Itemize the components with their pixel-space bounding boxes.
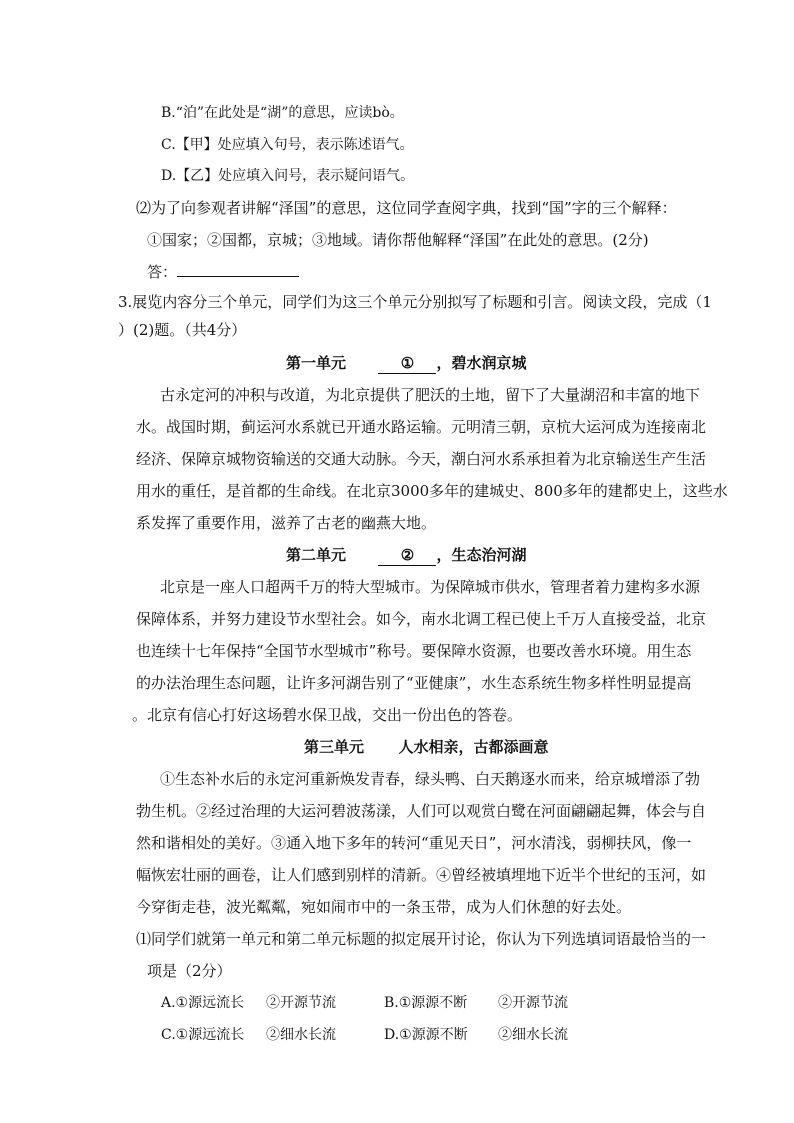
unit-1-heading <box>286 353 527 374</box>
unit-1-line-3: 经济、保障京城物资输送的交通大动脉。今天，潮白河水系承担着为北京输送生产生活 <box>136 450 707 468</box>
option-c-1: C.①源远流长 <box>161 1027 245 1043</box>
unit-2-line-5: 。北京有信心打好这场碧水保卫战，交出一份出色的答卷。 <box>132 706 523 724</box>
option-d: D.【乙】处应填入问号，表示疑问语气。 <box>161 168 415 184</box>
unit-1-blank: ① <box>378 353 436 374</box>
answer-blank[interactable] <box>177 260 299 277</box>
unit-2-title-suffix: ，生态治河湖 <box>436 546 527 564</box>
unit-3-line-5: 今穿街走巷，波光粼粼，宛如闹市中的一条玉带，成为人们休憩的好去处。 <box>136 898 632 916</box>
unit-1-label: 第一单元 <box>286 354 347 372</box>
unit-2-blank: ② <box>378 545 436 566</box>
option-b: B.“泊”在此处是“湖”的意思，应读bò。 <box>161 105 404 121</box>
sub-question-2-prompt: ⑵为了向参观者讲解“泽国”的意思，这位同学查阅字典，找到“国”字的三个解释： <box>136 199 677 217</box>
answer-line <box>147 260 299 282</box>
unit-2-label: 第二单元 <box>286 546 347 564</box>
unit-3-heading <box>304 737 549 757</box>
option-d-2: ②细水长流 <box>498 1027 568 1043</box>
option-a-2: ②开源节流 <box>266 995 336 1011</box>
unit-3-line-3: 然和谐相处的美好。③通入地下多年的转河“重见天日”，河水清浅，弱柳扶风，像一 <box>136 834 692 852</box>
unit-1-line-1: 古永定河的冲积与改道，为北京提供了肥沃的土地，留下了大量湖沼和丰富的地下 <box>160 386 701 404</box>
option-c-2: ②细水长流 <box>266 1027 336 1043</box>
sub-question-2-definitions: ①国家；②国都，京城；③地域。请你帮他解释“泽国”在此处的意思。(2分) <box>147 231 649 249</box>
unit-3-line-4: 幅恢宏壮丽的画卷，让人们感到别样的清新。④曾经被填埋地下近半个世纪的玉河，如 <box>136 866 707 884</box>
unit-2-line-1: 北京是一座人口超两千万的特大型城市。为保障城市供水，管理者着力建构多水源 <box>160 578 701 596</box>
option-d-1: D.①源源不断 <box>384 1027 468 1043</box>
unit-1-line-5: 系发挥了重要作用，滋养了古老的幽燕大地。 <box>136 514 437 532</box>
unit-2-heading <box>286 545 527 566</box>
unit-3-line-2: 勃生机。②经过治理的大运河碧波荡漾，人们可以观赏白鹭在河面翩翩起舞，体会与自 <box>136 802 707 820</box>
sub-question-1-prompt-cont: 项是（2分） <box>147 962 232 980</box>
option-b-2: ②开源节流 <box>498 995 568 1011</box>
option-c: C.【甲】处应填入句号，表示陈述语气。 <box>161 137 414 153</box>
question-3-intro: 3.展览内容分三个单元，同学们为这三个单元分别拟写了标题和引言。阅读文段，完成（1 <box>118 293 712 311</box>
unit-2-line-3: 也连续十七年保持“全国节水型城市”称号。要保障水资源，也要改善水环境。用生态 <box>136 642 692 660</box>
unit-3-label: 第三单元 <box>304 738 365 756</box>
unit-1-line-2: 水。战国时期，蓟运河水系就已开通水路运输。元明清三朝，京杭大运河成为连接南北 <box>136 418 707 436</box>
unit-3-line-1: ①生态补水后的永定河重新焕发青春，绿头鸭、白天鹅逐水而来，给京城增添了勃 <box>160 770 701 788</box>
option-a-1: A.①源远流长 <box>161 995 245 1011</box>
option-b-1: B.①源源不断 <box>384 995 468 1011</box>
answer-label: 答： <box>147 263 178 281</box>
unit-3-title: 人水相亲，古都添画意 <box>398 738 549 756</box>
unit-1-line-4: 用水的重任，是首都的生命线。在北京3000多年的建城史、800多年的建都史上，这些水 <box>136 482 728 500</box>
unit-1-title-suffix: ，碧水润京城 <box>436 354 527 372</box>
question-3-intro-cont: ）(2)题。（共4分） <box>118 321 247 339</box>
unit-2-line-4: 的办法治理生态问题，让许多河湖告别了“亚健康”，水生态系统生物多样性明显提高 <box>136 674 692 692</box>
unit-2-line-2: 保障体系，并努力建设节水型社会。如今，南水北调工程已使上千万人直接受益，北京 <box>136 610 707 628</box>
sub-question-1-prompt: ⑴同学们就第一单元和第二单元标题的拟定展开讨论，你认为下列选填词语最恰当的一 <box>136 930 707 948</box>
